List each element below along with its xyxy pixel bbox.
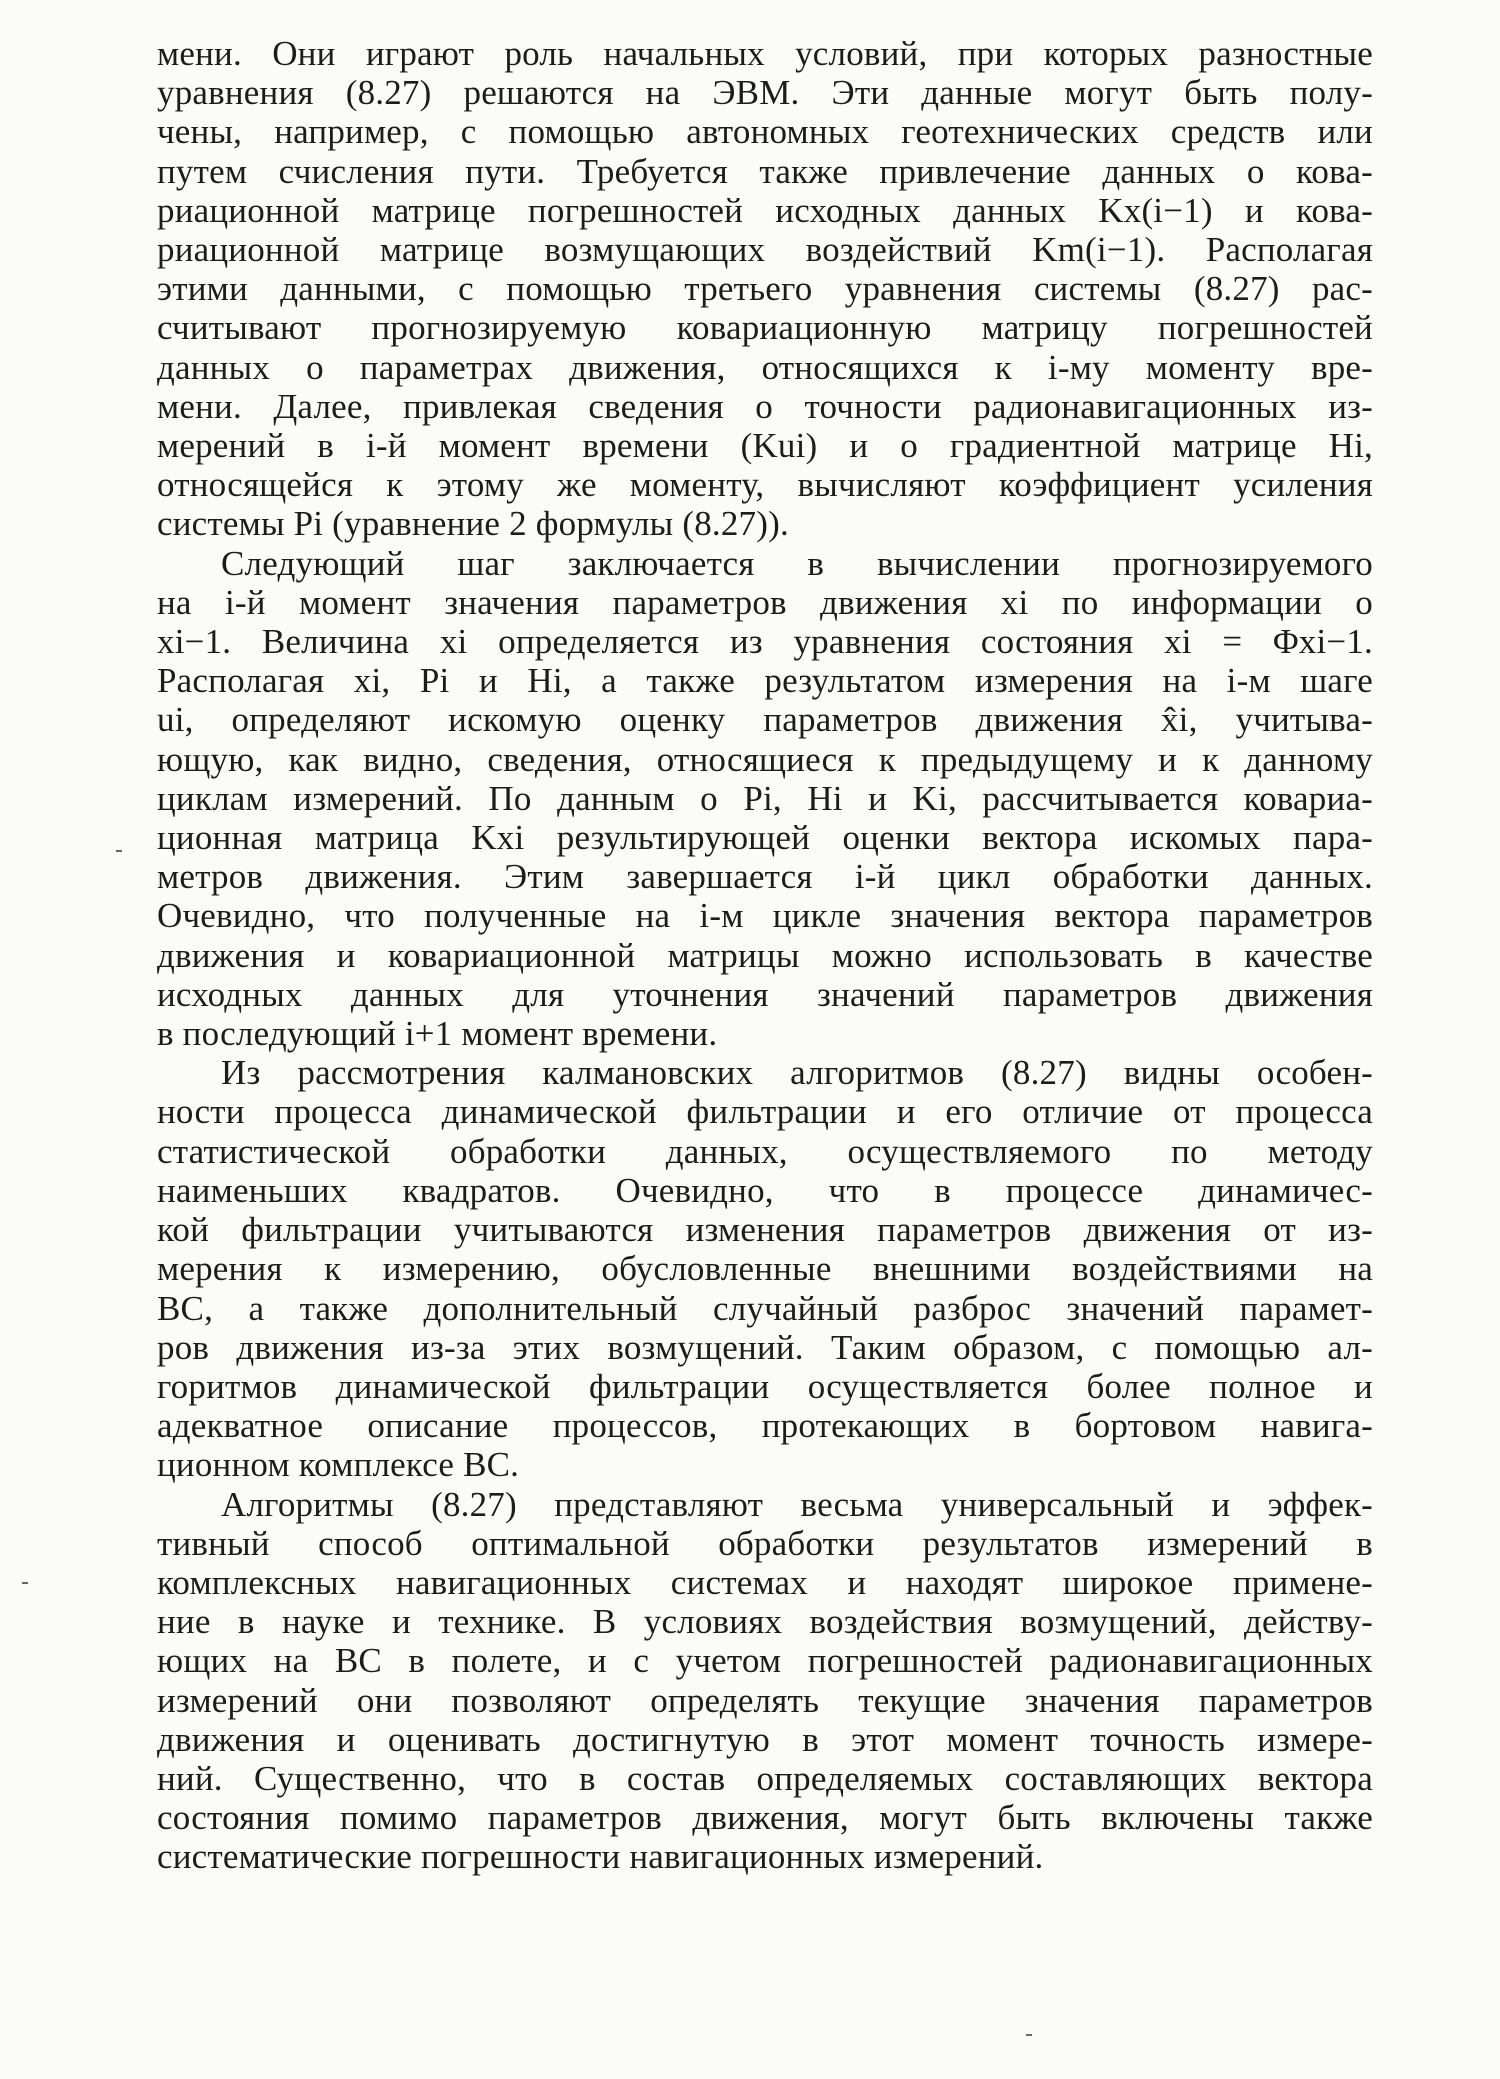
text-line: ционная матрица Kxi результирующей оценки вектора искомых пара- — [157, 818, 1373, 858]
text-line: считывают прогнозируемую ковариационную матрицу погрешностей — [157, 308, 1373, 348]
text-line: xi−1. Величина xi определяется из уравнения состояния xi = Φxi−1. — [157, 622, 1373, 662]
text-line: движения и ковариационной матрицы можно использовать в качестве — [157, 935, 1373, 975]
text-line: наименьших квадратов. Очевидно, что в процессе динамичес- — [157, 1170, 1373, 1210]
text-line: данных о параметрах движения, относящихся к i-му моменту вре- — [157, 347, 1373, 387]
text-line: статистической обработки данных, осуществляемого по методу — [157, 1131, 1373, 1171]
scan-speck — [116, 850, 122, 852]
text-line: ний. Существенно, что в состав определяемых составляющих вектора — [157, 1758, 1373, 1798]
scan-speck — [22, 1582, 28, 1584]
text-line: системы Pi (уравнение 2 формулы (8.27)). — [157, 504, 789, 544]
text-line: риационной матрице погрешностей исходных данных Kx(i−1) и кова- — [157, 190, 1373, 230]
text-line: измерений они позволяют определять текущие значения параметров — [157, 1680, 1373, 1720]
text-line: мерений в i-й момент времени (Kui) и о градиентной матрице Hi, — [157, 426, 1373, 466]
text-line: Очевидно, что полученные на i-м цикле значения вектора параметров — [157, 896, 1373, 936]
text-line: мени. Далее, привлекая сведения о точности радионавигационных из- — [157, 386, 1373, 426]
text-line: на i-й момент значения параметров движения xi по информации о — [157, 582, 1373, 622]
paragraph — [157, 1485, 1373, 1877]
text-line: горитмов динамической фильтрации осуществляется более полное и — [157, 1366, 1373, 1406]
text-line: тивный способ оптимальной обработки результатов измерений в — [157, 1523, 1373, 1563]
text-line: в последующий i+1 момент времени. — [157, 1014, 718, 1054]
text-line: Следующий шаг заключается в вычислении прогнозируемого — [221, 543, 1373, 583]
text-line: Располагая xi, Pi и Hi, а также результатом измерения на i-м шаге — [157, 661, 1373, 701]
text-line: риационной матрице возмущающих воздействий Km(i−1). Располагая — [157, 230, 1373, 270]
text-line: путем счисления пути. Требуется также привлечение данных о кова- — [157, 151, 1373, 191]
text-line: состояния помимо параметров движения, могут быть включены также — [157, 1798, 1373, 1838]
text-line: адекватное описание процессов, протекающих в бортовом навига- — [157, 1406, 1373, 1446]
body-text — [157, 34, 1373, 1877]
text-line: ности процесса динамической фильтрации и его отличие от процесса — [157, 1092, 1373, 1132]
text-line: циклам измерений. По данным о Pi, Hi и Ki, рассчитывается ковариа- — [157, 778, 1373, 818]
text-line: систематические погрешности навигационных измерений. — [157, 1837, 1044, 1877]
text-line: этими данными, с помощью третьего уравнения системы (8.27) рас- — [157, 269, 1373, 309]
text-line: ров движения из-за этих возмущений. Таким образом, с помощью ал- — [157, 1327, 1373, 1367]
text-line: метров движения. Этим завершается i-й цикл обработки данных. — [157, 857, 1373, 897]
text-line: Из рассмотрения калмановских алгоритмов (8.27) видны особен- — [221, 1053, 1373, 1093]
paragraph — [157, 544, 1373, 1054]
scan-speck — [1026, 2034, 1032, 2036]
text-line: ющую, как видно, сведения, относящиеся к предыдущему и к данному — [157, 739, 1373, 779]
paragraph — [157, 34, 1373, 544]
text-line: ние в науке и технике. В условиях воздействия возмущений, действу- — [157, 1602, 1373, 1642]
text-line: чены, например, с помощью автономных геотехнических средств или — [157, 112, 1373, 152]
text-line: ВС, а также дополнительный случайный разброс значений парамет- — [157, 1288, 1373, 1328]
text-line: ющих на ВС в полете, и с учетом погрешностей радионавигационных — [157, 1641, 1373, 1681]
paragraph — [157, 1053, 1373, 1484]
text-line: Алгоритмы (8.27) представляют весьма универсальный и эффек- — [221, 1484, 1373, 1524]
text-line: кой фильтрации учитываются изменения параметров движения от из- — [157, 1210, 1373, 1250]
text-line: уравнения (8.27) решаются на ЭВМ. Эти данные могут быть полу- — [157, 73, 1373, 113]
text-line: исходных данных для уточнения значений параметров движения — [157, 974, 1373, 1014]
text-line: ционном комплексе ВС. — [157, 1445, 520, 1485]
text-line: комплексных навигационных системах и находят широкое примене- — [157, 1562, 1373, 1602]
text-line: мерения к измерению, обусловленные внешними воздействиями на — [157, 1249, 1373, 1289]
text-line: движения и оценивать достигнутую в этот момент точность измере- — [157, 1719, 1373, 1759]
text-line: мени. Они играют роль начальных условий, при которых разностные — [157, 34, 1373, 73]
text-line: относящейся к этому же моменту, вычисляют коэффициент усиления — [157, 465, 1373, 505]
text-line: ui, определяют искомую оценку параметров движения x̂i, учитыва- — [157, 700, 1373, 740]
